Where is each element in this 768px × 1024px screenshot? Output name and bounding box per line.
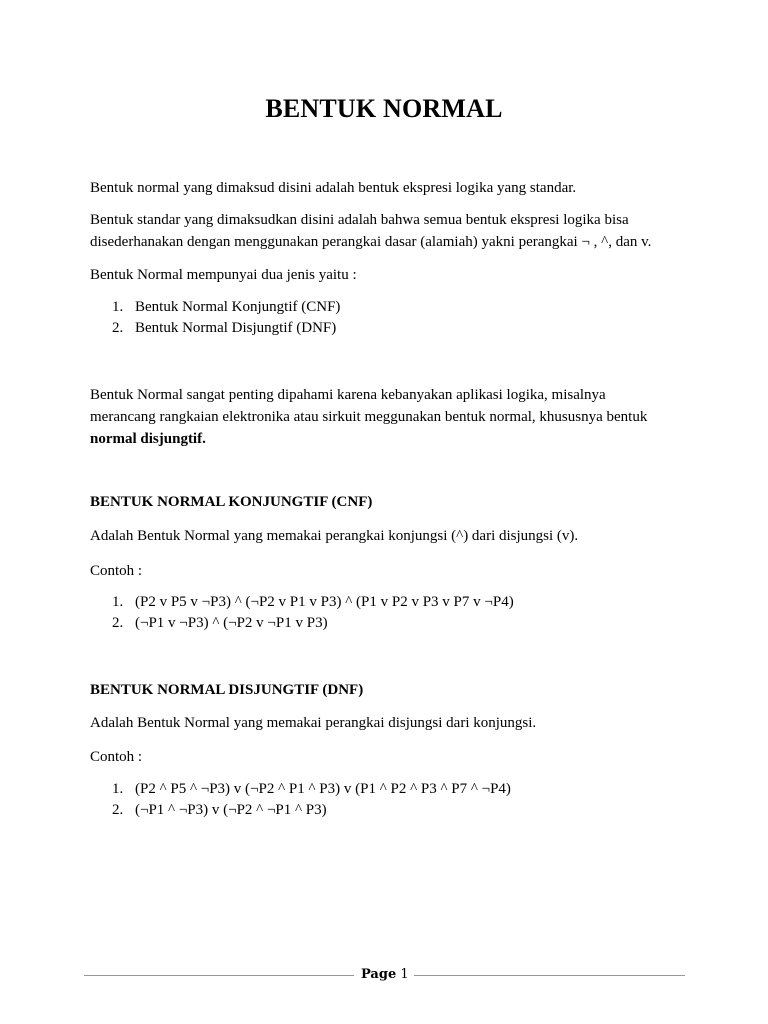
cnf-examples-list — [90, 592, 514, 634]
intro-paragraph-4-bold: normal disjungtif. — [90, 431, 206, 447]
dnf-heading: BENTUK NORMAL DISJUNGTIF (DNF) — [90, 682, 364, 698]
intro-paragraph-4-line-1: Bentuk Normal sangat penting dipahami karena kebanyakan aplikasi logika, misalnya — [90, 387, 606, 403]
list-item-text: (¬P1 v ¬P3) ^ (¬P2 v ¬P1 v P3) — [135, 615, 328, 631]
types-list — [90, 297, 340, 339]
list-item-text: (P2 ^ P5 ^ ¬P3) v (¬P2 ^ P1 ^ P3) v (P1 ^ P2 ^ P3 ^ P7 ^ ¬P4) — [135, 781, 511, 797]
page-title: BENTUK NORMAL — [265, 94, 503, 123]
list-item-text: (P2 v P5 v ¬P3) ^ (¬P2 v P1 v P3) ^ (P1 v P2 v P3 v P7 v ¬P4) — [135, 594, 514, 610]
page-number: 1 — [400, 967, 409, 982]
list-item — [90, 613, 514, 634]
list-item — [90, 779, 511, 800]
intro-paragraph-2-line-2: disederhanakan dengan menggunakan perangkai dasar (alamiah) yakni perangkai ¬ , ^, dan v. — [90, 234, 652, 250]
list-item — [90, 318, 340, 339]
footer-rule-left — [84, 975, 354, 976]
cnf-heading: BENTUK NORMAL KONJUNGTIF (CNF) — [90, 494, 373, 510]
list-item-text: (¬P1 ^ ¬P3) v (¬P2 ^ ¬P1 ^ P3) — [135, 802, 327, 818]
list-item-number: 2. — [112, 802, 124, 818]
list-item-number: 1. — [112, 594, 124, 610]
footer-rule-right — [414, 975, 685, 976]
intro-paragraph-4-line-2: merancang rangkaian elektronika atau sirkuit meggunakan bentuk normal, khususnya bentuk — [90, 409, 648, 425]
page-number-footer — [361, 967, 409, 982]
cnf-definition: Adalah Bentuk Normal yang memakai perangkai konjungsi (^) dari disjungsi (v). — [90, 528, 579, 544]
list-item-text: Bentuk Normal Konjungtif (CNF) — [135, 299, 341, 315]
list-item — [90, 297, 340, 318]
list-item-number: 1. — [112, 781, 124, 797]
intro-paragraph-1: Bentuk normal yang dimaksud disini adalah bentuk ekspresi logika yang standar. — [90, 180, 577, 196]
dnf-example-label: Contoh : — [90, 749, 143, 765]
list-item-number: 2. — [112, 320, 124, 336]
intro-paragraph-2-line-1: Bentuk standar yang dimaksudkan disini adalah bahwa semua bentuk ekspresi logika bisa — [90, 212, 629, 228]
list-item — [90, 592, 514, 613]
list-item-number: 2. — [112, 615, 124, 631]
page-label: Page — [361, 967, 397, 982]
dnf-examples-list — [90, 779, 511, 821]
intro-paragraph-3: Bentuk Normal mempunyai dua jenis yaitu : — [90, 267, 357, 283]
list-item — [90, 800, 511, 821]
list-item-number: 1. — [112, 299, 124, 315]
dnf-definition: Adalah Bentuk Normal yang memakai perangkai disjungsi dari konjungsi. — [90, 715, 537, 731]
intro-paragraph-2 — [90, 209, 680, 253]
cnf-example-label: Contoh : — [90, 563, 143, 579]
intro-paragraph-4 — [90, 384, 680, 450]
list-item-text: Bentuk Normal Disjungtif (DNF) — [135, 320, 337, 336]
